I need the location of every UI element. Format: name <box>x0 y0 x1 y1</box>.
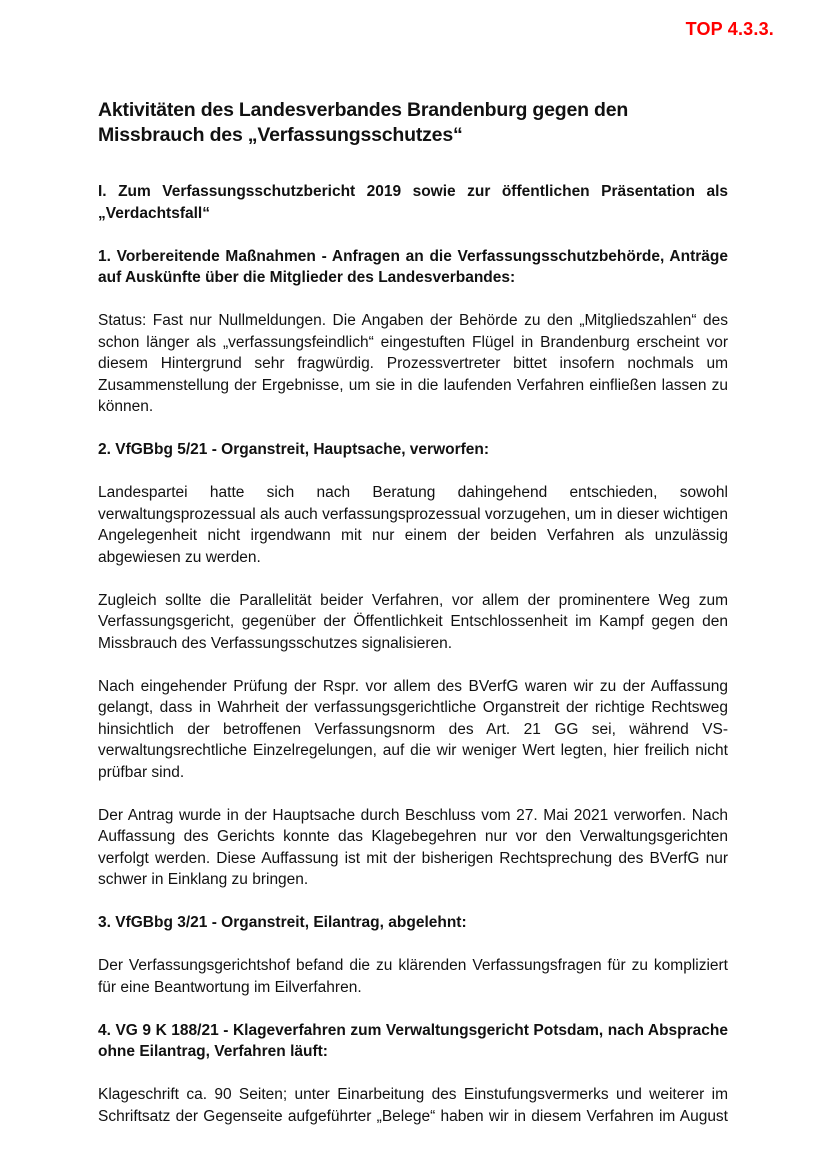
section-3 <box>98 912 728 998</box>
paragraph: Der Antrag wurde in der Hauptsache durch Beschluss vom 27. Mai 2021 verworfen. Nach Auffassung des Gerichts konnte das Klagebegehren nur vor den Verwaltungsgerichten verfolgt werden. Diese Auffassung ist mit der bisherigen Rechtsprechung des BVerfG nur schwer in Einklang zu bringen. <box>98 806 728 888</box>
paragraph: Nach eingehender Prüfung der Rspr. vor allem des BVerfG waren wir zu der Auffassung gelangt, dass in Wahrheit der verfassungsgerichtliche Organstreit der richtige Rechtsweg hinsichtlich der betroffenen Verfassungsnorm des Art. 21 GG sei, während VS-verwaltungsrechtliche Einzelregelungen, auf die wir weniger Wert legten, hier freilich nicht prüfbar sind. <box>98 677 728 781</box>
spacer <box>98 461 728 483</box>
spacer <box>98 568 728 590</box>
paragraph: Der Verfassungsgerichtshof befand die zu klärenden Verfassungsfragen für zu kompliziert für eine Beantwortung im Eilverfahren. <box>98 957 728 996</box>
agenda-item-label: TOP 4.3.3. <box>685 19 774 39</box>
spacer <box>98 654 728 676</box>
paragraph: Klageschrift ca. 90 Seiten; unter Einarbeitung des Einstufungsvermerks und weiterer im Schriftsatz der Gegenseite aufgeführter „Belege“ haben wir in diesem Verfahren im August <box>98 1086 728 1125</box>
section-heading: 4. VG 9 K 188/21 - Klageverfahren zum Verwaltungsgericht Potsdam, nach Absprache ohne Eilantrag, Verfahren läuft: <box>98 1021 728 1060</box>
section-heading: 1. Vorbereitende Maßnahmen - Anfragen an die Verfassungsschutzbehörde, Anträge auf Auskünfte über die Mitglieder des Landesverbandes: <box>98 247 728 286</box>
spacer <box>98 891 728 913</box>
section-heading: I. Zum Verfassungsschutzbericht 2019 sowie zur öffentlichen Präsentation als „Verdachtsfall“ <box>98 183 728 222</box>
section-heading: 2. VfGBbg 5/21 - Organstreit, Hauptsache, verworfen: <box>98 441 490 458</box>
spacer <box>98 998 728 1020</box>
section-4 <box>98 1020 728 1128</box>
paragraph: Status: Fast nur Nullmeldungen. Die Angaben der Behörde zu den „Mitgliedszahlen“ des schon länger als „verfassungsfeindlich“ eingestuften Flügel in Brandenburg erscheint vor diesem Hintergrund sehr fragwürdig. Prozessvertreter bittet insofern nochmals um Zusammenstellung der Ergebnisse, um sie in die laufenden Verfahren einfließen lassen zu können. <box>98 312 728 415</box>
spacer <box>98 1063 728 1085</box>
paragraph: Landespartei hatte sich nach Beratung dahingehend entschieden, sowohl verwaltungsprozessual als auch verfassungsprozessual vorzugehen, um in dieser wichtigen Angelegenheit nicht irgendwann mit nur einem der beiden Verfahren als unzulässig abgewiesen zu werden. <box>98 484 728 566</box>
paragraph: Zugleich sollte die Parallelität beider Verfahren, vor allem der prominentere Weg zum Verfassungsgericht, gegenüber der Öffentlichkeit Entschlossenheit im Kampf gegen den Missbrauch des Verfassungsschutzes signalisieren. <box>98 591 728 652</box>
document-title: Aktivitäten des Landesverbandes Brandenburg gegen den Missbrauch des „Verfassungsschutzes“ <box>98 99 629 146</box>
spacer <box>98 783 728 805</box>
spacer <box>98 224 728 246</box>
spacer <box>98 289 728 311</box>
section-1 <box>98 246 728 418</box>
section-I <box>98 181 728 224</box>
section-2 <box>98 439 728 891</box>
document-page <box>98 98 728 1127</box>
spacer <box>98 418 728 440</box>
section-heading: 3. VfGBbg 3/21 - Organstreit, Eilantrag, abgelehnt: <box>98 914 467 931</box>
spacer <box>98 934 728 956</box>
spacer <box>98 148 728 181</box>
